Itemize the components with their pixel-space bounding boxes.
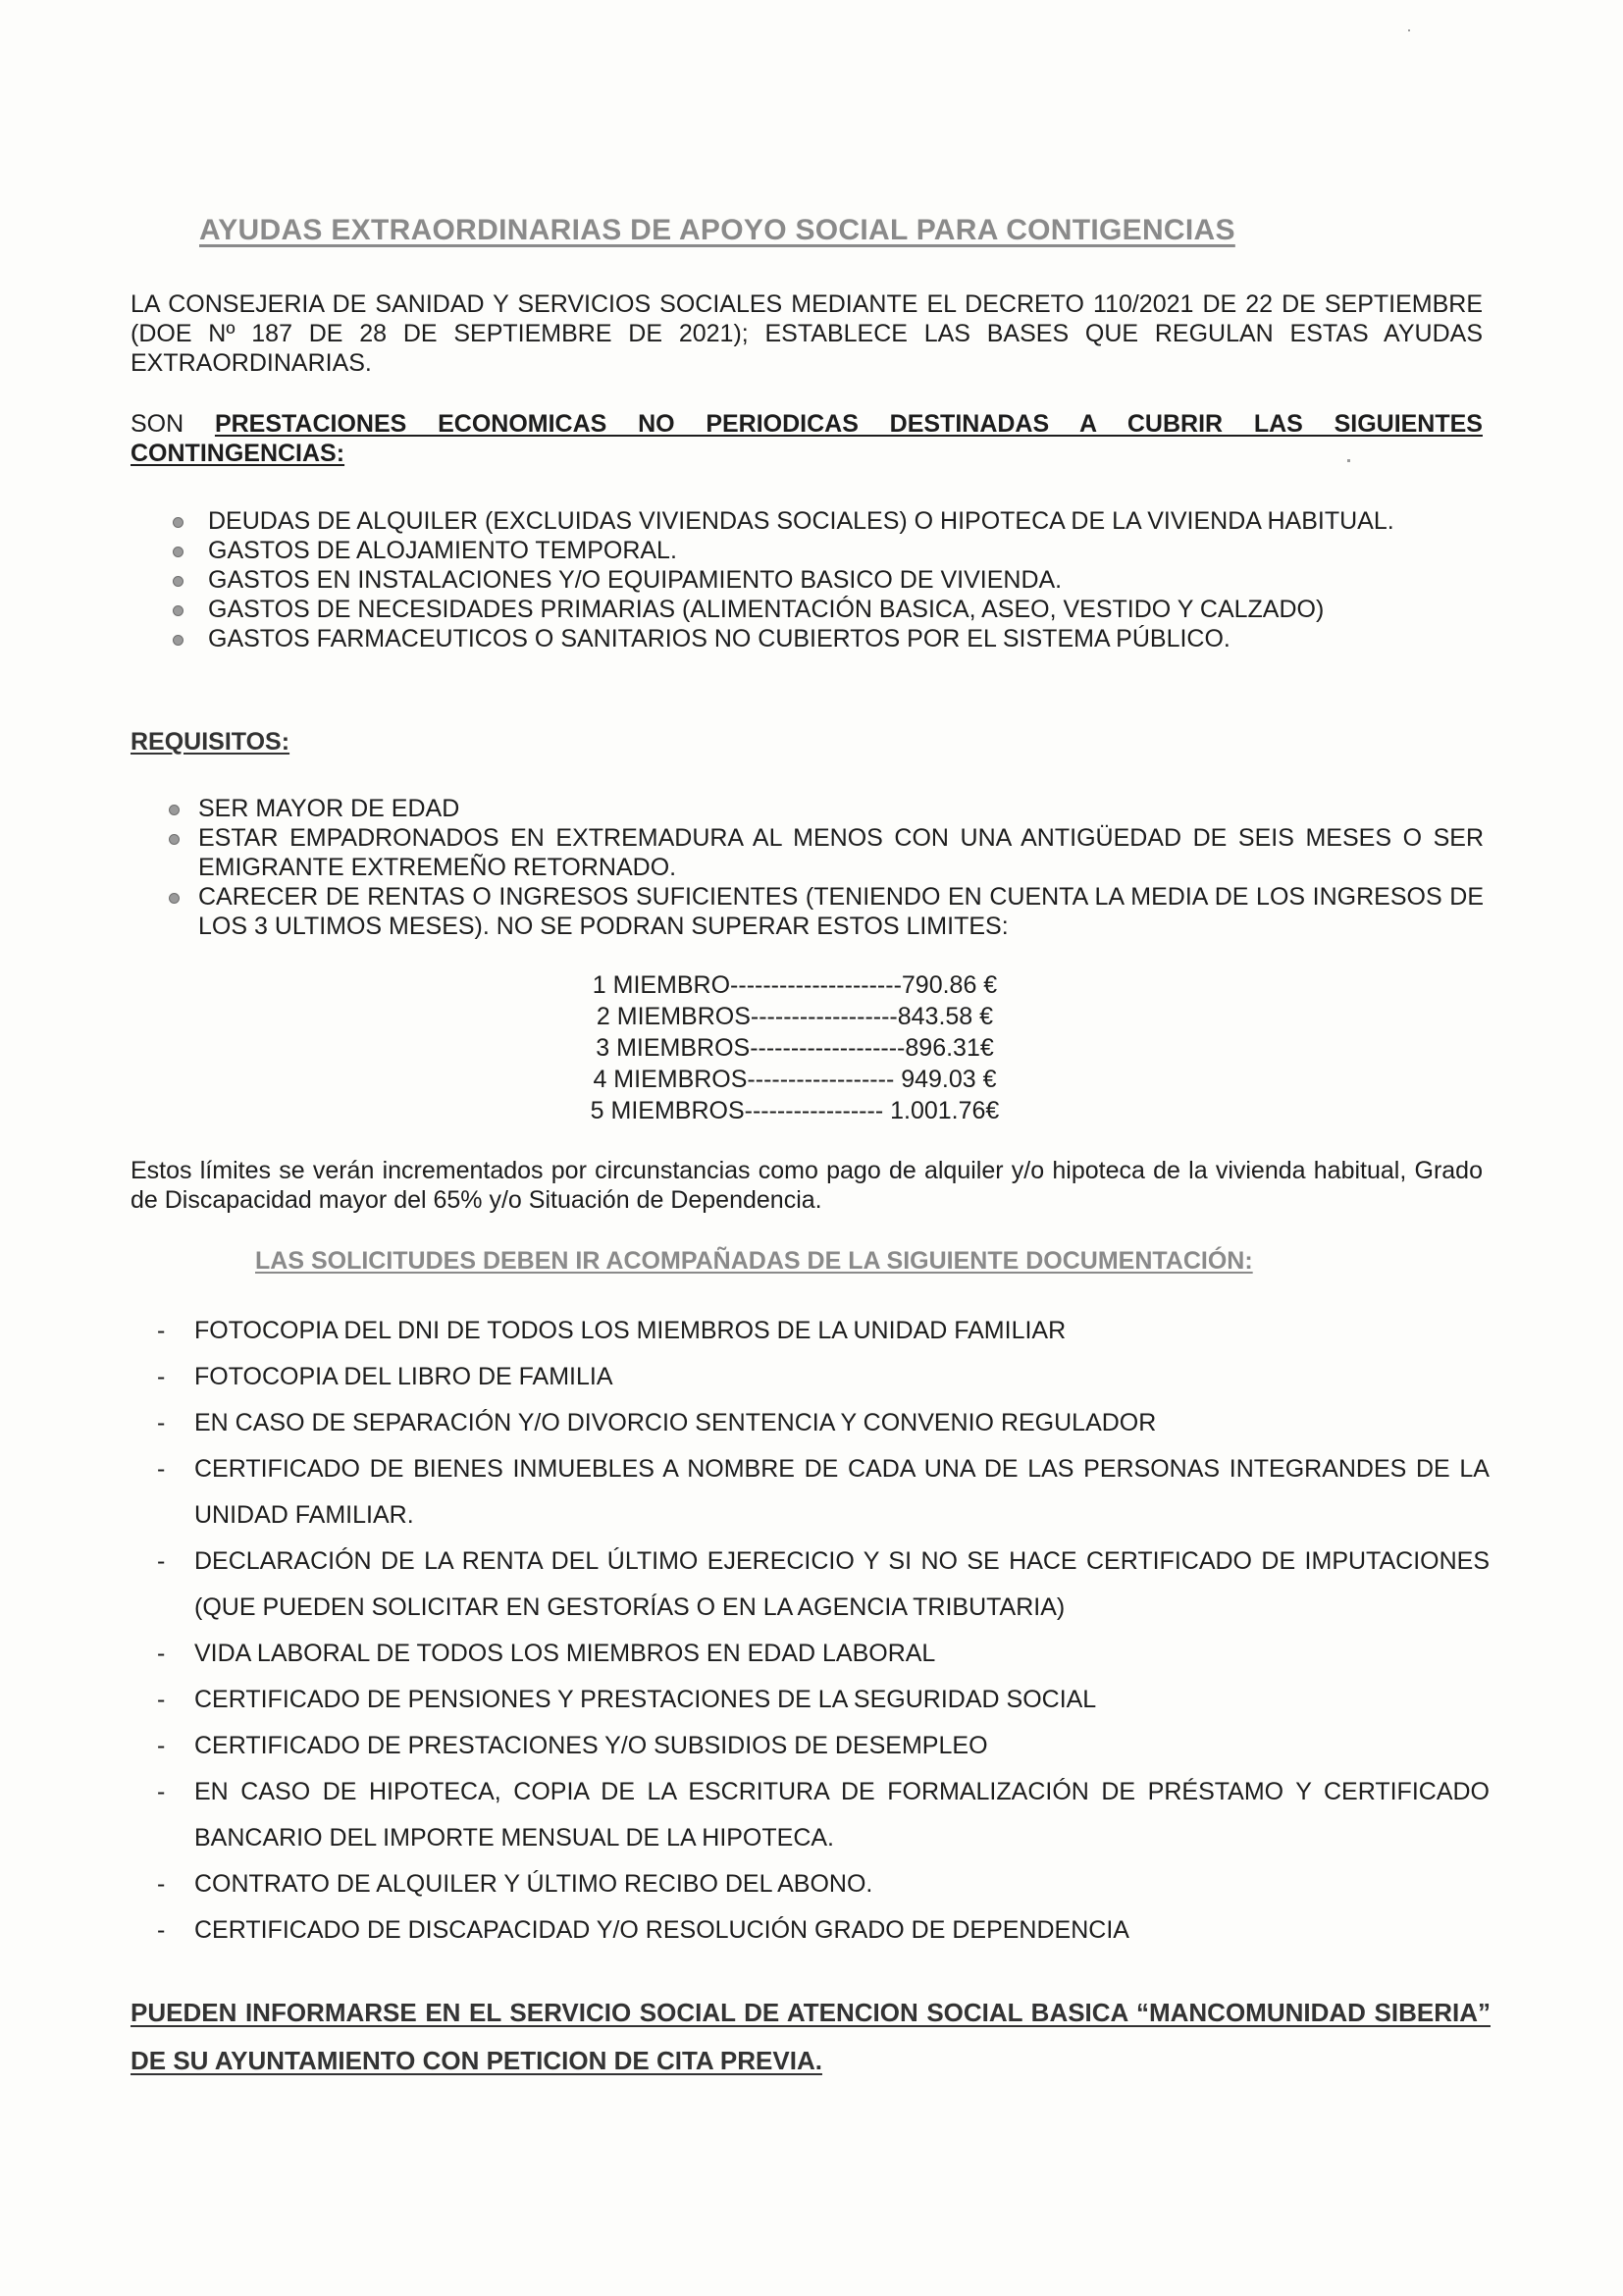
requisitos-heading: REQUISITOS:: [131, 728, 290, 756]
list-item: - CERTIFICADO DE BIENES INMUEBLES A NOMBRE DE CADA UNA DE LAS PERSONAS INTEGRANDES DE LA UNIDAD FAMILIAR.: [194, 1446, 1490, 1539]
list-item: - EN CASO DE HIPOTECA, COPIA DE LA ESCRITURA DE FORMALIZACIÓN DE PRÉSTAMO Y CERTIFICADO BANCARIO DEL IMPORTE MENSUAL DE LA HIPOTECA.: [194, 1769, 1490, 1861]
bullet-icon: [173, 547, 183, 557]
bullet-icon: [173, 517, 183, 528]
list-item: GASTOS FARMACEUTICOS O SANITARIOS NO CUBIERTOS POR EL SISTEMA PÚBLICO.: [208, 624, 1484, 653]
dash-marker: -: [157, 1732, 166, 1759]
limit-row: 1 MIEMBRO---------------------790.86 €: [592, 971, 998, 999]
list-item: ESTAR EMPADRONADOS EN EXTREMADURA AL MENOS CON UNA ANTIGÜEDAD DE SEIS MESES O SER EMIGRANTE EXTREMEÑO RETORNADO.: [198, 823, 1484, 882]
limit-row: 2 MIEMBROS------------------843.58 €: [596, 1003, 994, 1030]
scan-speck: [1347, 459, 1350, 462]
bullet-icon: [169, 834, 180, 845]
dash-marker: -: [157, 1870, 166, 1898]
requisitos-list: [198, 794, 1484, 941]
bullet-icon: [173, 635, 183, 646]
list-item: CARECER DE RENTAS O INGRESOS SUFICIENTES (TENIENDO EN CUENTA LA MEDIA DE LOS INGRESOS DE LOS 3 ULTIMOS MESES). NO SE PODRAN SUPERAR ESTOS LIMITES:: [198, 882, 1484, 941]
dash-marker: -: [157, 1317, 166, 1344]
page-title: AYUDAS EXTRAORDINARIAS DE APOYO SOCIAL PARA CONTIGENCIAS: [199, 214, 1235, 246]
list-item: GASTOS DE ALOJAMIENTO TEMPORAL.: [208, 536, 1484, 565]
dash-marker: -: [157, 1916, 166, 1944]
list-item: - CERTIFICADO DE PENSIONES Y PRESTACIONES DE LA SEGURIDAD SOCIAL: [194, 1677, 1490, 1723]
dash-marker: -: [157, 1778, 166, 1805]
bullet-icon: [169, 805, 180, 815]
list-item: GASTOS EN INSTALACIONES Y/O EQUIPAMIENTO BASICO DE VIVIENDA.: [208, 565, 1484, 595]
bullet-icon: [173, 576, 183, 587]
income-limits-table: [550, 969, 1040, 1126]
list-item: - CERTIFICADO DE PRESTACIONES Y/O SUBSIDIOS DE DESEMPLEO: [194, 1723, 1490, 1769]
list-item: - CERTIFICADO DE DISCAPACIDAD Y/O RESOLUCIÓN GRADO DE DEPENDENCIA: [194, 1907, 1490, 1954]
list-item: - CONTRATO DE ALQUILER Y ÚLTIMO RECIBO DEL ABONO.: [194, 1861, 1490, 1907]
limits-note: Estos límites se verán incrementados por circunstancias como pago de alquiler y/o hipoteca de la vivienda habitual, Grado de Discapacidad mayor del 65% y/o Situación de Dependencia.: [131, 1157, 1483, 1214]
documentacion-list: [157, 1308, 1490, 1954]
list-item: SER MAYOR DE EDAD: [198, 794, 1484, 823]
son-prefix: SON: [131, 410, 184, 438]
list-item: GASTOS DE NECESIDADES PRIMARIAS (ALIMENTACIÓN BASICA, ASEO, VESTIDO Y CALZADO): [208, 595, 1484, 624]
limit-row: 5 MIEMBROS----------------- 1.001.76€: [590, 1097, 1000, 1124]
dash-marker: -: [157, 1686, 166, 1713]
intro-paragraph: LA CONSEJERIA DE SANIDAD Y SERVICIOS SOCIALES MEDIANTE EL DECRETO 110/2021 DE 22 DE SEPTIEMBRE (DOE Nº 187 DE 28 DE SEPTIEMBRE DE 2021); ESTABLECE LAS BASES QUE REGULAN ESTAS AYUDAS EXTRAORDINARIAS.: [131, 290, 1483, 377]
footer-notice: PUEDEN INFORMARSE EN EL SERVICIO SOCIAL DE ATENCION SOCIAL BASICA “MANCOMUNIDAD SIBERIA” DE SU AYUNTAMIENTO CON PETICION DE CITA PREVIA.: [131, 1998, 1491, 2075]
list-item: DEUDAS DE ALQUILER (EXCLUIDAS VIVIENDAS SOCIALES) O HIPOTECA DE LA VIVIENDA HABITUAL.: [208, 506, 1484, 536]
contingencias-list: [208, 506, 1484, 653]
list-item: - FOTOCOPIA DEL LIBRO DE FAMILIA: [194, 1354, 1490, 1400]
scan-speck: [1408, 29, 1410, 31]
contingencias-intro: [131, 409, 1483, 468]
list-item: - VIDA LABORAL DE TODOS LOS MIEMBROS EN EDAD LABORAL: [194, 1631, 1490, 1677]
list-item: - DECLARACIÓN DE LA RENTA DEL ÚLTIMO EJERECICIO Y SI NO SE HACE CERTIFICADO DE IMPUTACIONES (QUE PUEDEN SOLICITAR EN GESTORÍAS O EN LA AGENCIA TRIBUTARIA): [194, 1539, 1490, 1631]
documentacion-heading: LAS SOLICITUDES DEBEN IR ACOMPAÑADAS DE LA SIGUIENTE DOCUMENTACIÓN:: [255, 1247, 1253, 1275]
dash-marker: -: [157, 1363, 166, 1390]
dash-marker: -: [157, 1547, 166, 1575]
list-item: - FOTOCOPIA DEL DNI DE TODOS LOS MIEMBROS DE LA UNIDAD FAMILIAR: [194, 1308, 1490, 1354]
dash-marker: -: [157, 1409, 166, 1436]
dash-marker: -: [157, 1455, 166, 1483]
dash-marker: -: [157, 1640, 166, 1667]
son-emphasis: PRESTACIONES ECONOMICAS NO PERIODICAS DESTINADAS A CUBRIR LAS SIGUIENTES CONTINGENCIAS:: [131, 410, 1483, 467]
list-item: - EN CASO DE SEPARACIÓN Y/O DIVORCIO SENTENCIA Y CONVENIO REGULADOR: [194, 1400, 1490, 1446]
limit-row: 4 MIEMBROS------------------ 949.03 €: [593, 1066, 997, 1093]
bullet-icon: [173, 605, 183, 616]
limit-row: 3 MIEMBROS-------------------896.31€: [596, 1034, 994, 1062]
bullet-icon: [169, 893, 180, 904]
